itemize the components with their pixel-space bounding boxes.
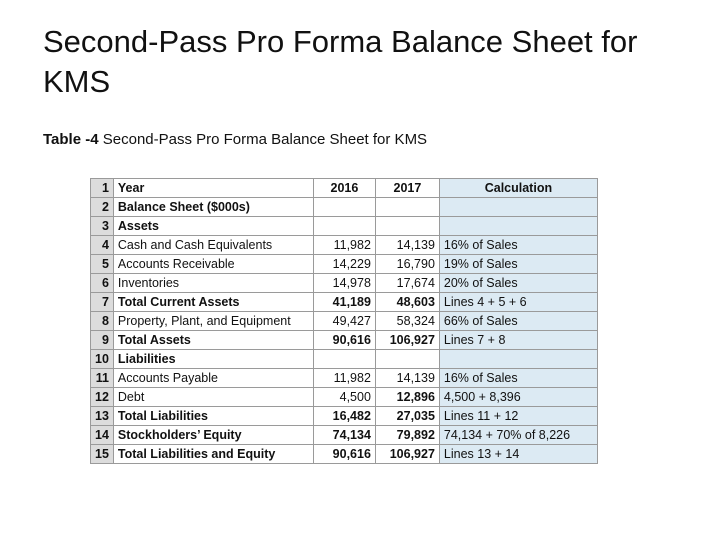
value-2017: 14,139 (375, 369, 439, 388)
table-row (91, 445, 598, 464)
calculation (439, 217, 597, 236)
row-label: Inventories (113, 274, 313, 293)
calculation: 19% of Sales (439, 255, 597, 274)
calculation: Calculation (439, 179, 597, 198)
row-number: 2 (91, 198, 114, 217)
value-2016: 16,482 (313, 407, 375, 426)
value-2017: 106,927 (375, 445, 439, 464)
row-number: 9 (91, 331, 114, 350)
table-row (91, 198, 598, 217)
caption-label: Table -4 (43, 131, 99, 148)
table-row (91, 255, 598, 274)
table-row (91, 179, 598, 198)
row-label: Liabilities (113, 350, 313, 369)
value-2017 (375, 350, 439, 369)
row-label: Total Assets (113, 331, 313, 350)
row-number: 10 (91, 350, 114, 369)
value-2016: 41,189 (313, 293, 375, 312)
calculation: 66% of Sales (439, 312, 597, 331)
caption-text: Second-Pass Pro Forma Balance Sheet for KMS (102, 131, 428, 148)
table-row (91, 369, 598, 388)
row-label: Property, Plant, and Equipment (113, 312, 313, 331)
value-2016: 90,616 (313, 445, 375, 464)
row-label: Accounts Payable (113, 369, 313, 388)
value-2017: 12,896 (375, 388, 439, 407)
row-number: 12 (91, 388, 114, 407)
row-label: Balance Sheet ($000s) (113, 198, 313, 217)
value-2016: 14,978 (313, 274, 375, 293)
row-number: 4 (91, 236, 114, 255)
value-2017: 48,603 (375, 293, 439, 312)
value-2017: 16,790 (375, 255, 439, 274)
calculation: Lines 4 + 5 + 6 (439, 293, 597, 312)
slide-title: Second-Pass Pro Forma Balance Sheet for KMS (43, 24, 638, 99)
value-2016: 2016 (313, 179, 375, 198)
table-row (91, 350, 598, 369)
row-number: 15 (91, 445, 114, 464)
value-2017: 27,035 (375, 407, 439, 426)
calculation: 16% of Sales (439, 236, 597, 255)
row-label: Total Current Assets (113, 293, 313, 312)
value-2017: 14,139 (375, 236, 439, 255)
table-row (91, 236, 598, 255)
calculation: 16% of Sales (439, 369, 597, 388)
row-label: Accounts Receivable (113, 255, 313, 274)
value-2016 (313, 217, 375, 236)
value-2017 (375, 198, 439, 217)
balance-sheet-table (90, 178, 598, 464)
table-row (91, 426, 598, 445)
row-number: 11 (91, 369, 114, 388)
value-2016 (313, 198, 375, 217)
row-label: Stockholders’ Equity (113, 426, 313, 445)
row-label: Year (113, 179, 313, 198)
row-number: 8 (91, 312, 114, 331)
value-2017: 79,892 (375, 426, 439, 445)
table-row (91, 388, 598, 407)
row-number: 1 (91, 179, 114, 198)
value-2016: 74,134 (313, 426, 375, 445)
row-label: Cash and Cash Equivalents (113, 236, 313, 255)
table-row (91, 293, 598, 312)
calculation (439, 350, 597, 369)
value-2016 (313, 350, 375, 369)
value-2016: 11,982 (313, 236, 375, 255)
calculation: 4,500 + 8,396 (439, 388, 597, 407)
calculation: 74,134 + 70% of 8,226 (439, 426, 597, 445)
value-2017: 17,674 (375, 274, 439, 293)
row-number: 5 (91, 255, 114, 274)
table-row (91, 312, 598, 331)
calculation (439, 198, 597, 217)
calculation: Lines 13 + 14 (439, 445, 597, 464)
calculation: Lines 11 + 12 (439, 407, 597, 426)
row-label: Debt (113, 388, 313, 407)
value-2016: 90,616 (313, 331, 375, 350)
table-row (91, 331, 598, 350)
value-2017: 106,927 (375, 331, 439, 350)
value-2016: 4,500 (313, 388, 375, 407)
row-number: 6 (91, 274, 114, 293)
balance-sheet-body (91, 179, 598, 464)
row-number: 3 (91, 217, 114, 236)
row-label: Assets (113, 217, 313, 236)
table-caption (43, 131, 427, 148)
row-label: Total Liabilities (113, 407, 313, 426)
value-2017: 2017 (375, 179, 439, 198)
row-number: 7 (91, 293, 114, 312)
row-number: 13 (91, 407, 114, 426)
value-2016: 49,427 (313, 312, 375, 331)
row-number: 14 (91, 426, 114, 445)
value-2016: 14,229 (313, 255, 375, 274)
table-row (91, 274, 598, 293)
table-row (91, 407, 598, 426)
table-row (91, 217, 598, 236)
value-2016: 11,982 (313, 369, 375, 388)
value-2017: 58,324 (375, 312, 439, 331)
calculation: Lines 7 + 8 (439, 331, 597, 350)
value-2017 (375, 217, 439, 236)
row-label: Total Liabilities and Equity (113, 445, 313, 464)
calculation: 20% of Sales (439, 274, 597, 293)
